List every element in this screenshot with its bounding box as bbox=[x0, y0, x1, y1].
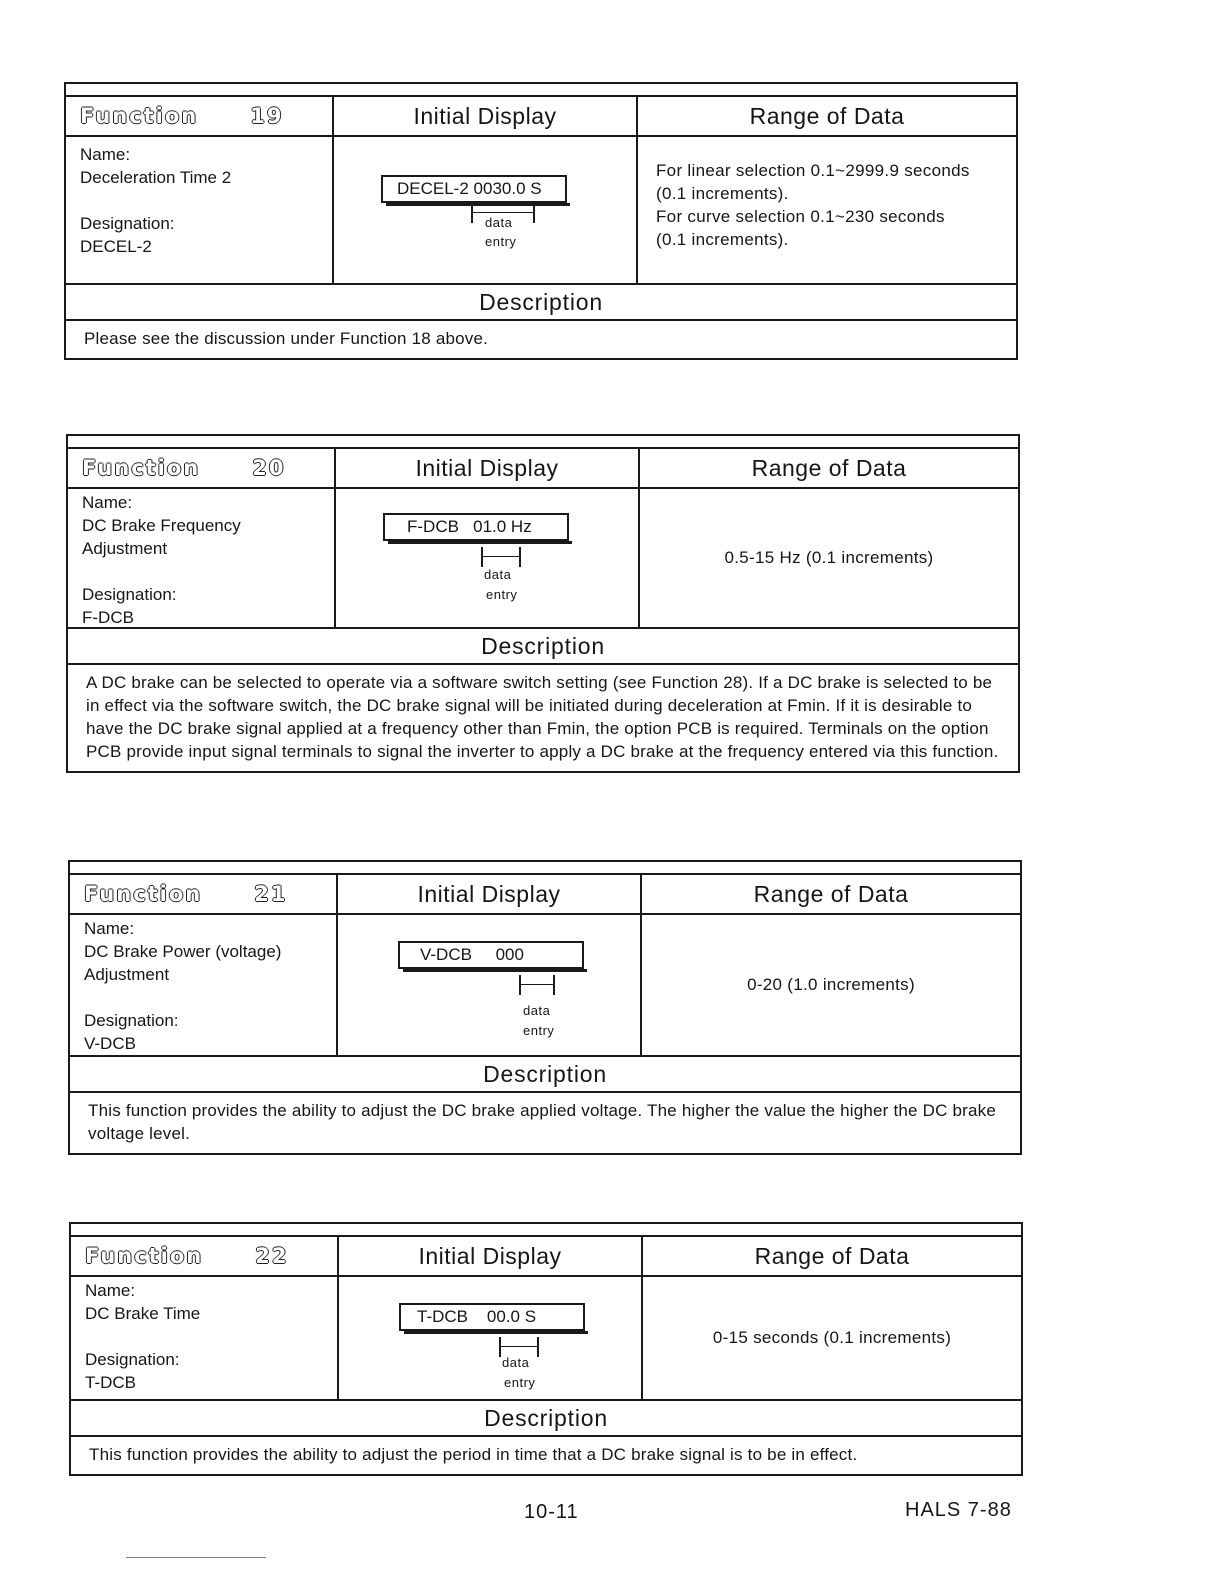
function-name: DC Brake Power (voltage) bbox=[84, 942, 282, 961]
data-entry-arrow bbox=[519, 975, 555, 995]
function-label: Function bbox=[85, 1244, 204, 1268]
function-label: Function bbox=[84, 882, 203, 906]
designation-value: DECEL-2 bbox=[80, 237, 152, 256]
function-number: 19 bbox=[250, 104, 284, 128]
display-cell: F-DCB 01.0 Hz data entry bbox=[336, 489, 640, 627]
designation-value: V-DCB bbox=[84, 1034, 136, 1053]
range-cell: 0-15 seconds (0.1 increments) bbox=[712, 1328, 952, 1347]
function-label: Function bbox=[82, 456, 201, 480]
display-cell: DECEL-2 0030.0 S data entry bbox=[334, 137, 638, 283]
range-of-data-header: Range of Data bbox=[753, 880, 909, 907]
name-cell: Name: Deceleration Time 2 Designation: DECEL-2 bbox=[66, 137, 334, 283]
function-header-row bbox=[68, 449, 1018, 489]
function-label: Function bbox=[80, 104, 199, 128]
description-text: This function provides the ability to adjust the period in time that a DC brake signal is to be in effect. bbox=[89, 1445, 858, 1464]
data-entry-arrow bbox=[481, 547, 521, 567]
display-readout: DECEL-2 0030.0 S bbox=[381, 175, 567, 203]
name-cell: Name: DC Brake Power (voltage) Adjustment Designation: V-DCB bbox=[70, 915, 338, 1055]
function-name-line-2: Adjustment bbox=[82, 539, 168, 558]
range-cell: 0-20 (1.0 increments) bbox=[747, 975, 915, 994]
name-cell: Name: DC Brake Frequency Adjustment Designation: F-DCB bbox=[68, 489, 336, 627]
display-cell: V-DCB 000 data entry bbox=[338, 915, 642, 1055]
range-of-data-header: Range of Data bbox=[754, 1242, 910, 1269]
function-name: Deceleration Time 2 bbox=[80, 168, 232, 187]
range-cell: 0.5-15 Hz (0.1 increments) bbox=[724, 548, 934, 567]
display-readout: T-DCB 00.0 S bbox=[399, 1303, 585, 1331]
function-20-block bbox=[66, 434, 1020, 773]
data-entry-arrow bbox=[499, 1337, 539, 1357]
document-reference: HALS 7-88 bbox=[905, 1499, 1012, 1521]
initial-display-header: Initial Display bbox=[336, 449, 640, 487]
description-text: This function provides the ability to adjust the DC brake applied voltage. The higher the value the higher the DC brake voltage level. bbox=[88, 1101, 997, 1143]
function-header-row bbox=[66, 97, 1016, 137]
function-number: 21 bbox=[254, 882, 288, 906]
name-cell: Name: DC Brake Time Designation: T-DCB bbox=[71, 1277, 339, 1399]
description-header: Description bbox=[66, 285, 1016, 321]
initial-display-header: Initial Display bbox=[338, 875, 642, 913]
designation-value: T-DCB bbox=[85, 1373, 136, 1392]
designation-value: F-DCB bbox=[82, 608, 134, 627]
function-name: DC Brake Time bbox=[85, 1304, 201, 1323]
page-number: 10-11 bbox=[524, 1501, 579, 1523]
description-text: Please see the discussion under Function 18 above. bbox=[84, 329, 489, 348]
display-readout: V-DCB 000 bbox=[398, 941, 584, 969]
function-22-block bbox=[69, 1222, 1023, 1476]
initial-display-header: Initial Display bbox=[339, 1237, 643, 1275]
range-cell: For linear selection 0.1~2999.9 seconds (0.1 increments). For curve selection 0.1~230 seconds (0.1 increments). bbox=[656, 161, 970, 249]
function-19-block bbox=[64, 82, 1018, 360]
function-header-row bbox=[70, 875, 1020, 915]
function-21-block bbox=[68, 860, 1022, 1155]
function-number: 20 bbox=[252, 456, 286, 480]
function-name-line-2: Adjustment bbox=[84, 965, 170, 984]
description-header: Description bbox=[71, 1401, 1021, 1437]
display-cell: T-DCB 00.0 S data entry bbox=[339, 1277, 643, 1399]
function-number: 22 bbox=[255, 1244, 289, 1268]
description-text: A DC brake can be selected to operate via a software switch setting (see Function 28). If a DC brake is selected to be in effect via the software switch, the DC brake signal will be initiated during deceleration at Fmin. If it is desirable to have the DC brake signal applied at a frequency other than Fmin, the option PCB is required. Terminals on the option PCB provide input signal terminals to signal the inverter to apply a DC brake at the frequency entered via this function. bbox=[86, 673, 999, 761]
description-header: Description bbox=[70, 1057, 1020, 1093]
description-header: Description bbox=[68, 629, 1018, 665]
range-of-data-header: Range of Data bbox=[751, 454, 907, 481]
range-of-data-header: Range of Data bbox=[749, 102, 905, 129]
display-readout: F-DCB 01.0 Hz bbox=[383, 513, 569, 541]
function-header-row bbox=[71, 1237, 1021, 1277]
initial-display-header: Initial Display bbox=[334, 97, 638, 135]
footer-rule bbox=[126, 1557, 266, 1558]
function-name: DC Brake Frequency bbox=[82, 516, 241, 535]
